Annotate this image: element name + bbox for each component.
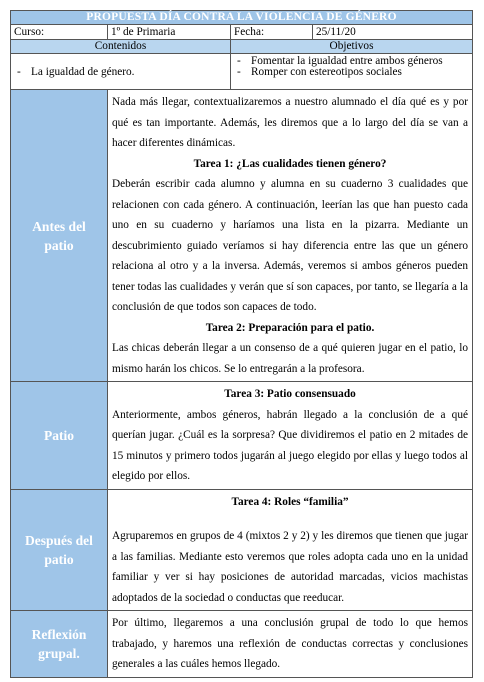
patio-content — [108, 382, 473, 490]
contenidos-cell — [11, 54, 231, 90]
antes-del-patio-label: Antes del patio — [11, 90, 108, 382]
task3-title: Tarea 3: Patio consensuado — [224, 388, 356, 400]
reflexion-text: Por último, llegaremos a una conclusión grupal de todo lo que hemos trabajado, y haremos una reflexión de conductas correctas y conclusiones generales a las cuáles hemos llegado. — [112, 617, 468, 670]
lesson-plan — [10, 10, 472, 678]
spacer — [112, 512, 468, 526]
objetivos-cell — [231, 54, 473, 90]
contenido-item: - La igualdad de género. — [11, 65, 230, 79]
despues-del-patio-label: Después del patio — [11, 489, 108, 611]
task4-text: Agruparemos en grupos de 4 (mixtos 2 y 2) y les diremos que tienen que jugar a las familias. Mediante esto veremos que roles adopta cada uno en la unidad familiar y ver si hay posiciones de autoridad marcadas, vicios machistas adoptados de la sociedad o conductas que reeducar. — [112, 530, 468, 604]
antes-del-patio-content — [108, 90, 473, 382]
document-title: PROPUESTA DÍA CONTRA LA VIOLENCIA DE GÉNERO — [11, 11, 473, 25]
patio-label: Patio — [11, 382, 108, 490]
objetivos-header: Objetivos — [231, 40, 473, 54]
objetivo-item: - Fomentar la igualdad entre ambos géneros — [231, 56, 472, 67]
task1-text: Deberán escribir cada alumno y alumna en su cuaderno 3 cualidades que relacionen con cada género. A continuación, leerían las que han puesto cada uno en su cuaderno y haríamos una lista en la pizarra. Mediante un descubrimiento guiado veríamos si hay diferencia entre las que un género relaciona al otro y a la inversa. Además, veremos si ambos géneros pueden tener todas las cualidades y verán que sí son capaces, por tanto, se llegaría a la conclusión de que todos son capaces de todo. — [112, 178, 468, 313]
task1-title: Tarea 1: ¿Las cualidades tienen género? — [193, 157, 387, 170]
fecha-label: Fecha: — [231, 25, 313, 40]
fecha-value: 25/11/20 — [313, 25, 473, 40]
objetivos-list — [231, 56, 472, 78]
contenidos-list — [11, 65, 230, 79]
lesson-plan-table — [10, 10, 473, 678]
despues-del-patio-content — [108, 489, 473, 611]
objetivo-item: - Romper con estereotipos sociales — [231, 67, 472, 78]
reflexion-grupal-content — [108, 611, 473, 678]
task3-text: Anteriormente, ambos géneros, habrán llegado a la conclusión de a qué querían jugar. ¿Cuál es la sorpresa? Que dividiremos el patio en 2 mitades de 15 minutos y primero todos jugarán al juego elegido por ellas y luego todos al elegido por ellos. — [112, 408, 468, 482]
antes-intro: Nada más llegar, contextualizaremos a nuestro alumnado el día qué es y por qué es tan importante. Además, les diremos que a lo largo del día se van a hacer diferentes dinámicas. — [112, 96, 468, 149]
contenidos-header: Contenidos — [11, 40, 231, 54]
task2-text: Las chicas deberán llegar a un consenso de a qué quieren jugar en el patio, lo mismo harán los chicos. Se lo entregarán a la profesora. — [112, 342, 468, 375]
task4-title: Tarea 4: Roles “familia” — [231, 495, 349, 508]
curso-label: Curso: — [11, 25, 108, 40]
reflexion-grupal-label: Reflexión grupal. — [11, 611, 108, 678]
curso-value: 1º de Primaria — [108, 25, 231, 40]
task2-title: Tarea 2: Preparación para el patio. — [205, 321, 375, 334]
